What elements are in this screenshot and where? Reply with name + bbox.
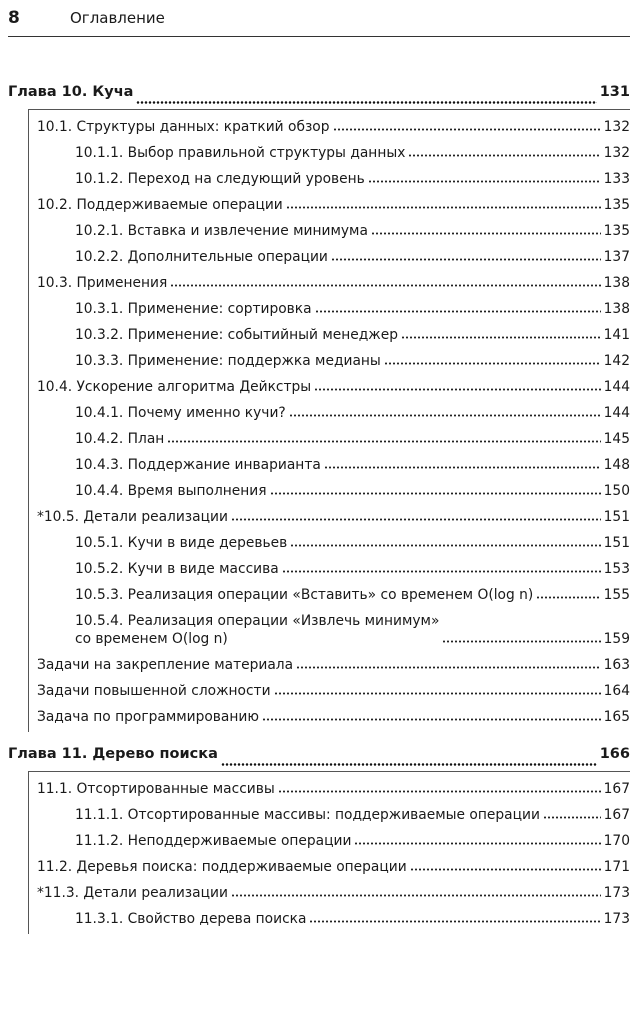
entry-title: *10.5. Детали реализации xyxy=(37,509,228,525)
subsection-entry[interactable] xyxy=(29,322,630,348)
subsection-entry[interactable] xyxy=(29,426,630,452)
entry-page-number: 165 xyxy=(603,709,630,725)
entry-title: 10.1.1. Выбор правильной структуры данных xyxy=(75,145,406,161)
entry-page-number: 159 xyxy=(603,631,630,647)
entry-page-number: 141 xyxy=(603,327,630,343)
chapter-section xyxy=(8,84,630,732)
dot-leader xyxy=(136,99,596,105)
entry-page-number: 144 xyxy=(603,379,630,395)
subsection-entry[interactable] xyxy=(29,348,630,374)
dot-leader xyxy=(170,282,600,288)
entry-title xyxy=(75,612,439,648)
entry-title: 10.4.2. План xyxy=(75,431,165,447)
section-entry[interactable] xyxy=(29,776,630,802)
chapter-page-number: 131 xyxy=(599,84,630,100)
chapter-heading[interactable] xyxy=(8,84,630,109)
section-entry[interactable] xyxy=(29,192,630,218)
section-entry[interactable] xyxy=(29,270,630,296)
dot-leader xyxy=(324,464,601,470)
entry-page-number: 150 xyxy=(603,483,630,499)
subsection-entry[interactable] xyxy=(29,452,630,478)
dot-leader xyxy=(221,761,597,767)
entry-page-number: 138 xyxy=(603,301,630,317)
dot-leader xyxy=(368,178,601,184)
chapter-page-number: 166 xyxy=(599,746,630,762)
running-head xyxy=(8,8,630,37)
dot-leader xyxy=(536,594,600,600)
entry-title: 10.3.3. Применение: поддержка медианы xyxy=(75,353,381,369)
entry-title: 10.2. Поддерживаемые операции xyxy=(37,197,283,213)
entry-page-number: 137 xyxy=(603,249,630,265)
entry-title: Задачи повышенной сложности xyxy=(37,683,271,699)
entry-title: 10.4. Ускорение алгоритма Дейкстры xyxy=(37,379,312,395)
subsection-entry[interactable] xyxy=(29,802,630,828)
running-head-title: Оглавление xyxy=(70,9,165,27)
entry-page-number: 151 xyxy=(603,509,630,525)
entry-page-number: 173 xyxy=(603,911,630,927)
chapter-entries xyxy=(28,109,630,732)
dot-leader xyxy=(274,690,601,696)
entry-title: 10.3. Применения xyxy=(37,275,168,291)
subsection-entry[interactable] xyxy=(29,478,630,504)
entry-page-number: 133 xyxy=(603,171,630,187)
entry-page-number: 173 xyxy=(603,885,630,901)
entry-title: 11.1. Отсортированные массивы xyxy=(37,781,275,797)
dot-leader xyxy=(231,892,601,898)
subsection-entry[interactable] xyxy=(29,828,630,854)
dot-leader xyxy=(282,568,601,574)
entry-page-number: 170 xyxy=(603,833,630,849)
dot-leader xyxy=(331,256,601,262)
entry-title: 10.5.3. Реализация операции «Вставить» со временем O(log n) xyxy=(75,587,534,603)
entry-page-number: 155 xyxy=(603,587,630,603)
entry-title: 10.1. Структуры данных: краткий обзор xyxy=(37,119,330,135)
section-entry[interactable] xyxy=(29,704,630,730)
subsection-entry[interactable] xyxy=(29,218,630,244)
dot-leader xyxy=(286,204,601,210)
entry-title: 11.3.1. Свойство дерева поиска xyxy=(75,911,307,927)
dot-leader xyxy=(262,716,601,722)
entry-title: Задачи на закрепление материала xyxy=(37,657,294,673)
entry-page-number: 163 xyxy=(603,657,630,673)
subsection-entry[interactable] xyxy=(29,400,630,426)
table-of-contents xyxy=(8,84,630,934)
entry-title-line: 10.5.4. Реализация операции «Извлечь минимум» xyxy=(75,613,440,629)
entry-title: 10.1.2. Переход на следующий уровень xyxy=(75,171,365,187)
section-entry[interactable] xyxy=(29,880,630,906)
entry-title: 11.2. Деревья поиска: поддерживаемые операции xyxy=(37,859,407,875)
entry-title: 10.5.2. Кучи в виде массива xyxy=(75,561,279,577)
entry-title: 10.2.2. Дополнительные операции xyxy=(75,249,328,265)
section-entry[interactable] xyxy=(29,854,630,880)
dot-leader xyxy=(442,638,600,644)
entry-page-number: 153 xyxy=(603,561,630,577)
entry-title: 10.4.3. Поддержание инварианта xyxy=(75,457,321,473)
dot-leader xyxy=(354,840,600,846)
dot-leader xyxy=(314,386,600,392)
dot-leader xyxy=(270,490,601,496)
subsection-entry[interactable] xyxy=(29,556,630,582)
dot-leader xyxy=(289,412,601,418)
subsection-entry[interactable] xyxy=(29,166,630,192)
entry-page-number: 171 xyxy=(603,859,630,875)
entry-page-number: 138 xyxy=(603,275,630,291)
entry-title: *11.3. Детали реализации xyxy=(37,885,228,901)
entry-title: Задача по программированию xyxy=(37,709,259,725)
dot-leader xyxy=(167,438,600,444)
chapter-section xyxy=(8,746,630,934)
entry-page-number: 132 xyxy=(603,145,630,161)
subsection-entry[interactable] xyxy=(29,906,630,932)
dot-leader xyxy=(231,516,601,522)
chapter-title: Глава 11. Дерево поиска xyxy=(8,746,218,762)
entry-page-number: 135 xyxy=(603,223,630,239)
subsection-entry[interactable] xyxy=(29,244,630,270)
dot-leader xyxy=(315,308,601,314)
chapter-heading[interactable] xyxy=(8,746,630,771)
entry-page-number: 142 xyxy=(603,353,630,369)
dot-leader xyxy=(278,788,601,794)
section-entry[interactable] xyxy=(29,114,630,140)
section-entry[interactable] xyxy=(29,504,630,530)
entry-page-number: 135 xyxy=(603,197,630,213)
entry-page-number: 148 xyxy=(603,457,630,473)
entry-title: 10.2.1. Вставка и извлечение минимума xyxy=(75,223,368,239)
dot-leader xyxy=(543,814,601,820)
section-entry[interactable] xyxy=(29,652,630,678)
subsection-entry[interactable] xyxy=(29,140,630,166)
entry-page-number: 132 xyxy=(603,119,630,135)
entry-page-number: 167 xyxy=(603,807,630,823)
dot-leader xyxy=(401,334,601,340)
dot-leader xyxy=(384,360,601,366)
entry-title: 10.3.1. Применение: сортировка xyxy=(75,301,312,317)
entry-title: 11.1.1. Отсортированные массивы: поддерживаемые операции xyxy=(75,807,540,823)
section-entry[interactable] xyxy=(29,678,630,704)
page-number: 8 xyxy=(8,8,20,28)
dot-leader xyxy=(290,542,600,548)
entry-title: 10.5.1. Кучи в виде деревьев xyxy=(75,535,288,551)
entry-title: 11.1.2. Неподдерживаемые операции xyxy=(75,833,352,849)
entry-page-number: 164 xyxy=(603,683,630,699)
entry-title-line: со временем O(log n) xyxy=(75,631,228,647)
entry-page-number: 144 xyxy=(603,405,630,421)
dot-leader xyxy=(408,152,600,158)
dot-leader xyxy=(371,230,601,236)
subsection-entry[interactable] xyxy=(29,296,630,322)
entry-title: 10.3.2. Применение: событийный менеджер xyxy=(75,327,398,343)
section-entry[interactable] xyxy=(29,374,630,400)
entry-page-number: 145 xyxy=(603,431,630,447)
dot-leader xyxy=(410,866,601,872)
subsection-entry[interactable] xyxy=(29,530,630,556)
chapter-title: Глава 10. Куча xyxy=(8,84,134,100)
subsection-entry[interactable] xyxy=(29,608,630,652)
chapter-entries xyxy=(28,771,630,934)
dot-leader xyxy=(296,664,601,670)
subsection-entry[interactable] xyxy=(29,582,630,608)
entry-page-number: 167 xyxy=(603,781,630,797)
entry-title: 10.4.4. Время выполнения xyxy=(75,483,267,499)
dot-leader xyxy=(333,126,601,132)
dot-leader xyxy=(309,918,600,924)
entry-page-number: 151 xyxy=(603,535,630,551)
entry-title: 10.4.1. Почему именно кучи? xyxy=(75,405,286,421)
